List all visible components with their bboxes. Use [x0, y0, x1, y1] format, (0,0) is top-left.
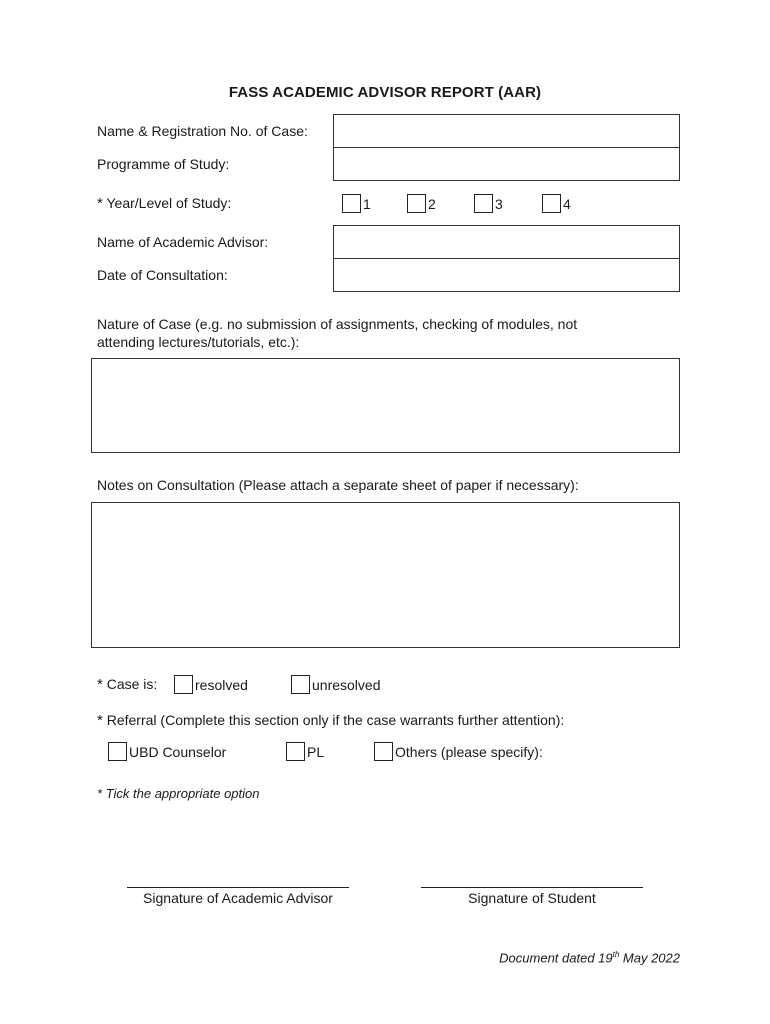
year-option-2[interactable]: [407, 194, 436, 213]
nature-label-line2: attending lectures/tutorials, etc.):: [97, 334, 300, 350]
case-status-text: Case is:: [106, 676, 158, 692]
resolved-label: resolved: [195, 676, 248, 693]
year-2-label: 2: [428, 195, 436, 212]
pl-checkbox[interactable]: [286, 742, 305, 761]
year-4-checkbox[interactable]: [542, 194, 561, 213]
tick-note-text: Tick the appropriate option: [105, 786, 260, 801]
resolved-checkbox[interactable]: [174, 675, 193, 694]
unresolved-checkbox[interactable]: [291, 675, 310, 694]
referral-label: [97, 712, 564, 729]
required-asterisk: *: [97, 195, 103, 212]
ubd-counselor-label: UBD Counselor: [129, 743, 227, 760]
document-date-sup: th: [612, 950, 620, 959]
name-registration-label: Name & Registration No. of Case:: [97, 123, 308, 139]
document-date-prefix: Document dated 19: [499, 950, 613, 966]
notes-label: Notes on Consultation (Please attach a separate sheet of paper if necessary):: [97, 477, 579, 493]
tick-note-asterisk: *: [97, 786, 103, 801]
tick-note: [97, 786, 260, 801]
ubd-counselor-checkbox[interactable]: [108, 742, 127, 761]
page-title: FASS ACADEMIC ADVISOR REPORT (AAR): [228, 84, 542, 101]
advisor-signature-label: Signature of Academic Advisor: [143, 890, 333, 906]
case-resolved-option[interactable]: [174, 675, 248, 694]
referral-pl-option[interactable]: [286, 742, 324, 761]
year-2-checkbox[interactable]: [407, 194, 426, 213]
year-1-label: 1: [363, 195, 371, 212]
year-level-text: Year/Level of Study:: [106, 195, 232, 211]
case-status-label: [97, 676, 157, 693]
advisor-name-field[interactable]: [333, 225, 680, 259]
student-signature-label: Signature of Student: [468, 890, 596, 906]
year-option-1[interactable]: [342, 194, 371, 213]
year-3-label: 3: [495, 195, 503, 212]
year-1-checkbox[interactable]: [342, 194, 361, 213]
document-date: [499, 950, 680, 965]
others-checkbox[interactable]: [374, 742, 393, 761]
document-date-suffix: May 2022: [619, 950, 680, 966]
unresolved-label: unresolved: [312, 676, 381, 693]
referral-others-option[interactable]: [374, 742, 543, 761]
required-asterisk: *: [97, 712, 103, 729]
referral-ubd-option[interactable]: [108, 742, 226, 761]
name-registration-field[interactable]: [333, 114, 680, 148]
year-level-label: [97, 195, 231, 212]
pl-label: PL: [307, 743, 325, 760]
consultation-date-field[interactable]: [333, 258, 680, 292]
student-signature-line[interactable]: [421, 887, 643, 888]
year-option-4[interactable]: [542, 194, 571, 213]
notes-box[interactable]: [91, 502, 680, 648]
others-label: Others (please specify):: [395, 743, 543, 760]
required-asterisk: *: [97, 676, 103, 693]
referral-text: Referral (Complete this section only if the case warrants further attention):: [106, 712, 565, 728]
nature-label-line1: Nature of Case (e.g. no submission of assignments, checking of modules, not: [97, 316, 578, 332]
programme-label: Programme of Study:: [97, 156, 230, 172]
nature-of-case-box[interactable]: [91, 358, 680, 453]
year-4-label: 4: [563, 195, 571, 212]
case-unresolved-option[interactable]: [291, 675, 381, 694]
year-3-checkbox[interactable]: [474, 194, 493, 213]
consultation-date-label: Date of Consultation:: [97, 267, 228, 283]
advisor-name-label: Name of Academic Advisor:: [97, 234, 269, 250]
year-option-3[interactable]: [474, 194, 503, 213]
programme-field[interactable]: [333, 147, 680, 181]
advisor-signature-line[interactable]: [127, 887, 349, 888]
